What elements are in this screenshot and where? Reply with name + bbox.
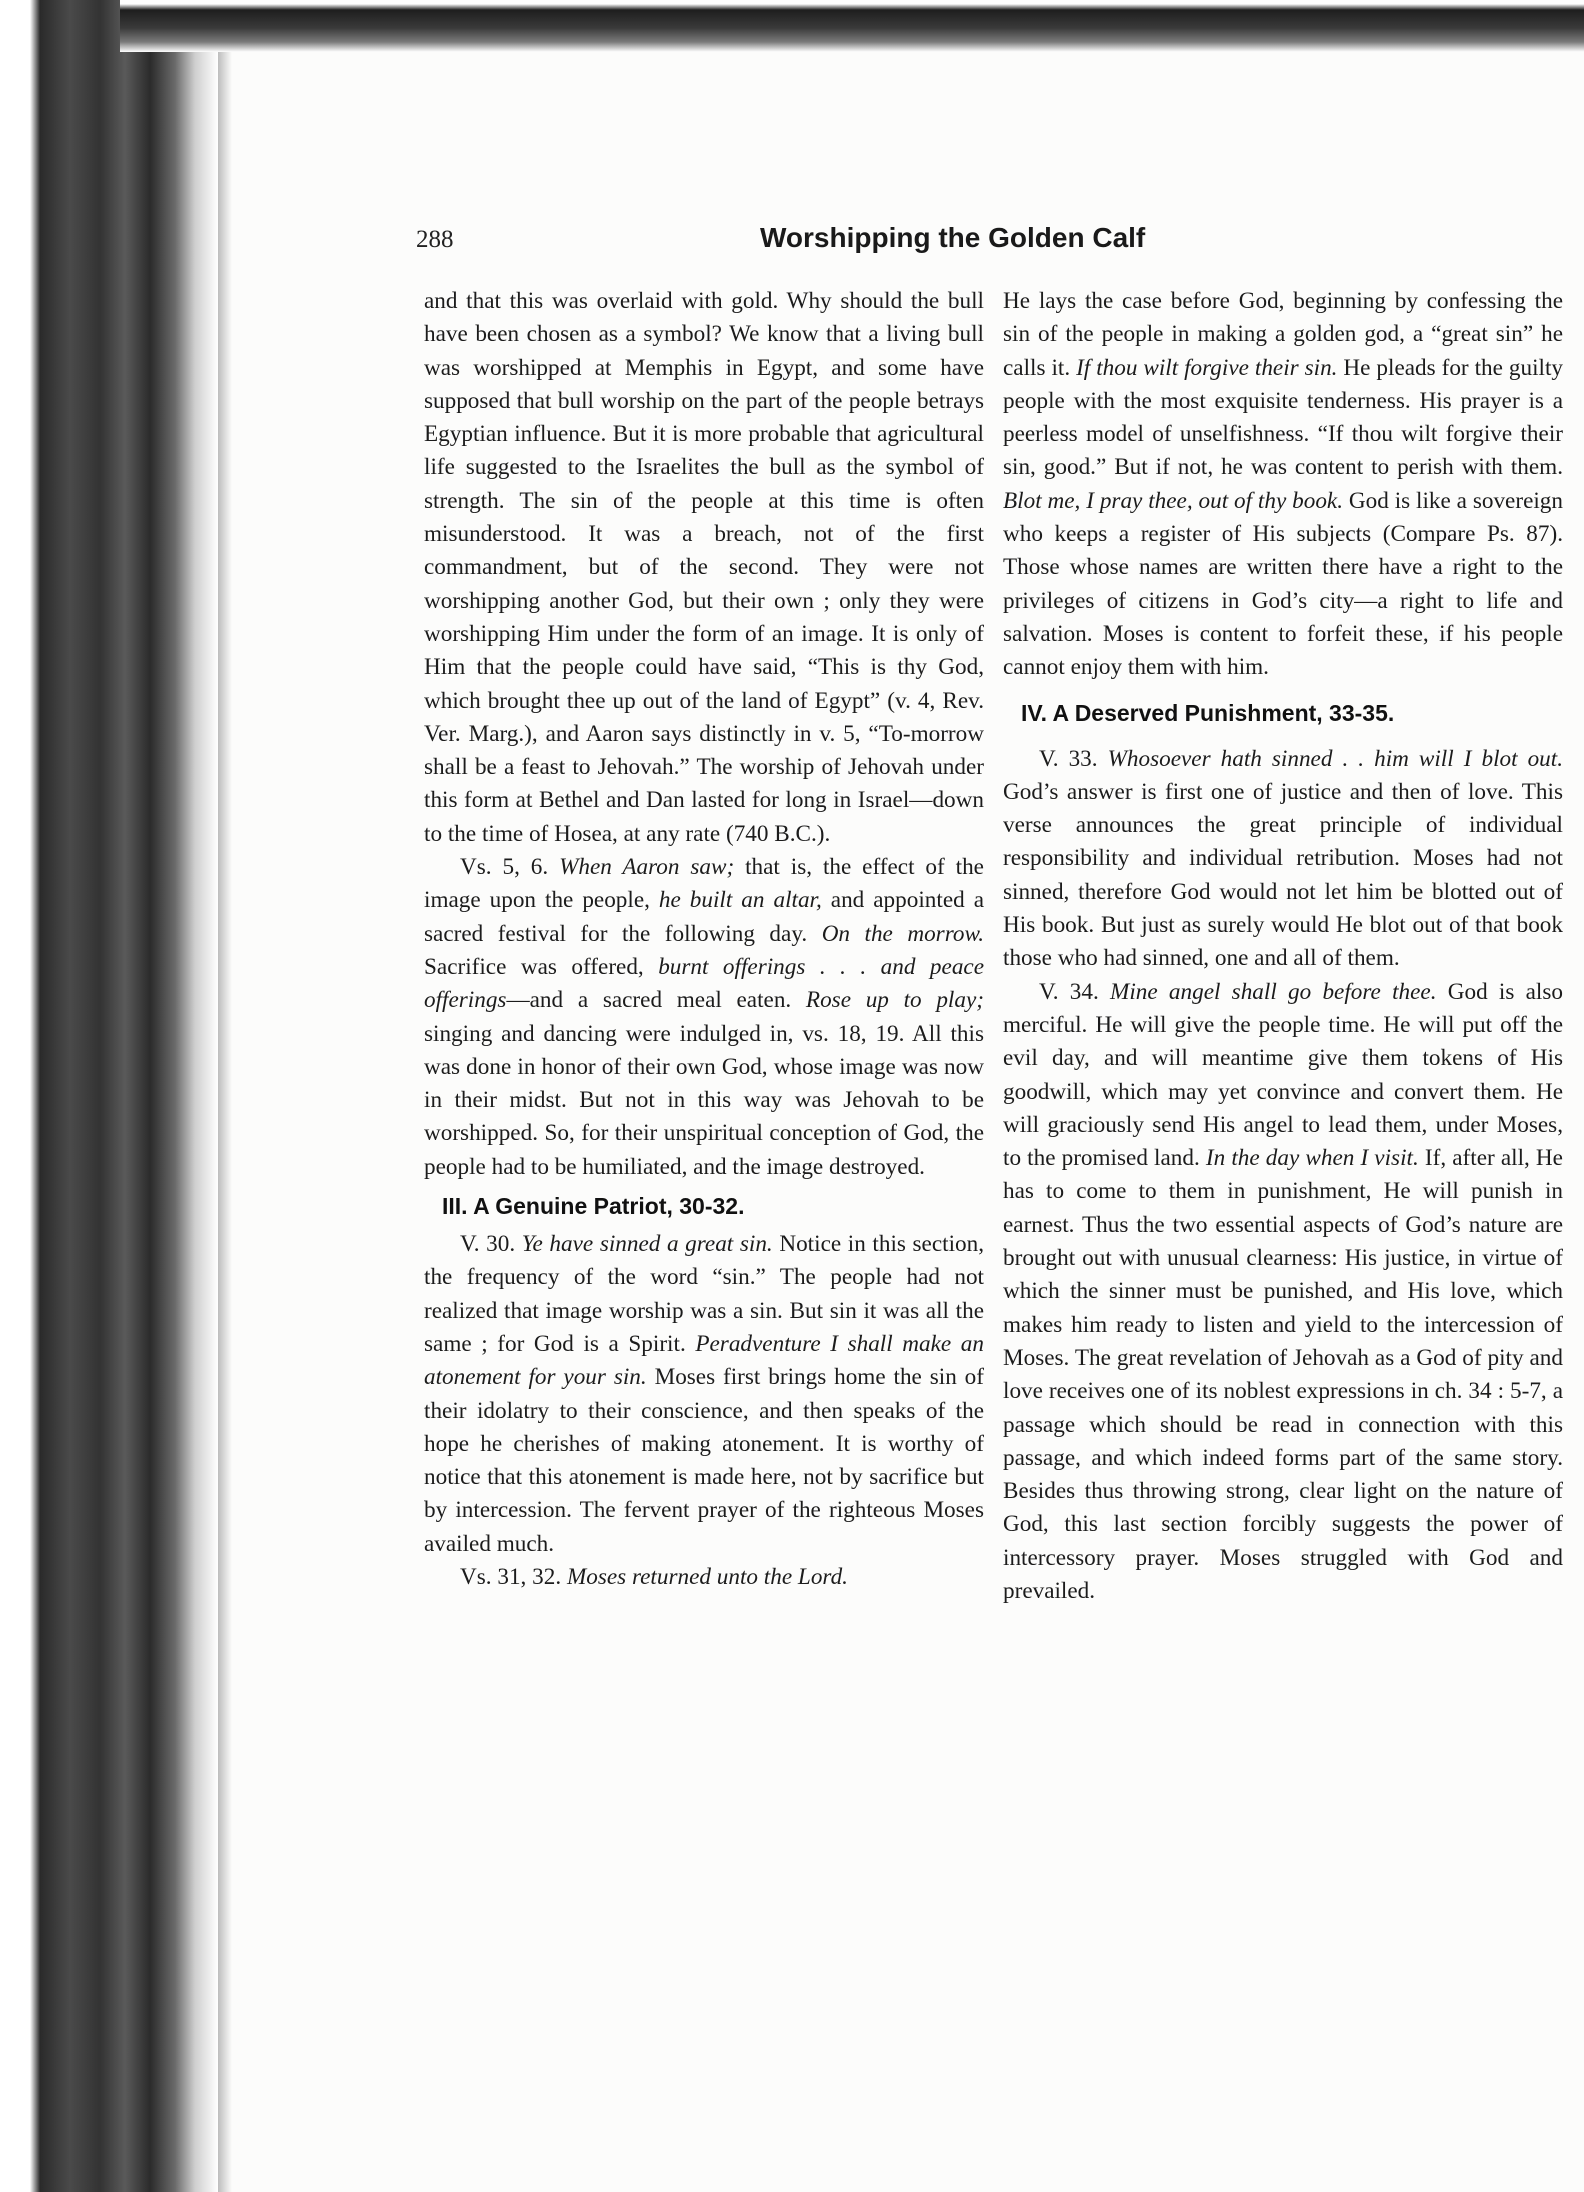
left-column [424, 285, 984, 1594]
paragraph [1003, 743, 1563, 976]
quotation: Whosoever hath sinned . . him will I blot out. [1107, 745, 1563, 772]
section-heading: III. A Genuine Patriot, 30-32. [442, 1193, 745, 1220]
running-title: Worshipping the Golden Calf [760, 222, 1146, 253]
quotation: burnt offerings . . . and peace offerings [424, 953, 984, 1014]
text-run: Moses first brings home the sin of their idolatry to their conscience, and then speaks of the hope he cherishes of making atonement. It is worthy of notice that this atonement is made here, not by sacrifice but by intercession. The fervent prayer of the righteous Moses availed much. [424, 1364, 984, 1557]
paragraph: and that this was overlaid with gold. Why should the bull have been chosen as a symbol? We know that a living bull was worshipped at Memphis in Egypt, and some have supposed that bull worship on the part of the people betrays Egyptian influence. But it is more probable that agricultural life suggested to the Israelites the bull as the symbol of strength. The sin of the people at this time is often misunderstood. It was a breach, not of the first commandment, but of the second. They were not worshipping another God, but their own ; only they were worshipping Him under the form of an image. It is only of Him that the people could have said, “This is thy God, which brought thee up out of the land of Egypt” (v. 4, Rev. Ver. Marg.), and Aaron says distinctly in v. 5, “To-morrow shall be a feast to Jehovah.” The worship of Jehovah under this form at Bethel and Dan lasted for long in Israel—down to the time of Hosea, at any rate (740 B.C.). [424, 288, 984, 847]
page-gutter-shadow [218, 52, 232, 2192]
text-run: Sacrifice was offered, [424, 953, 659, 980]
text-run: —and a sacred meal eaten. [506, 987, 806, 1014]
quotation: In the day when I visit. [1205, 1145, 1419, 1172]
paragraph [424, 851, 984, 1184]
text-run: God’s answer is first one of justice and then of love. This verse announces the great principle of individual responsibility and individual retribution. Moses had not sinned, therefore God would not let him be blotted out of His book. But just as surely would He blot out of that book those who had sinned, one and all of them. [1003, 778, 1563, 972]
paragraph [1003, 285, 1563, 685]
verse-ref: V. 34. [1039, 978, 1111, 1005]
right-column [1003, 285, 1563, 1608]
book-edge-top [120, 0, 1584, 52]
verse-ref: Vs. 31, 32. [460, 1563, 567, 1590]
text-run: God is like a sovereign who keeps a register of His subjects (Compare Ps. 87). Those whose names are written there have a right to the privileges of citizens in God’s city—a right to life and salvation. Moses is content to forfeit these, if his people cannot enjoy them with him. [1003, 487, 1563, 681]
text-run: that is, the effect of the image upon the people, [424, 854, 984, 914]
quotation: On the morrow. [821, 920, 984, 947]
text-run: and appointed a sacred festival for the following day. [424, 887, 984, 947]
quotation: he built an altar, [658, 887, 822, 914]
verse-ref: Vs. 5, 6. [460, 854, 560, 881]
quotation: Blot me, I pray thee, out of thy book. [1003, 487, 1343, 514]
text-run: If, after all, He has to come to them in punishment, He will punish in earnest. Thus the two essential aspects of God’s nature are brought out with unusual clearness: His justice, in virtue of which the sinner must be punished, and His love, which makes him ready to listen and yield to the intercession of Moses. The great revelation of Jehovah as a God of pity and love receives one of its noblest expressions in ch. 34 : 5-7, a passage which should be read in connection with this passage, and which indeed forms part of the same story. Besides thus throwing strong, clear light on the nature of God, this last section forcibly suggests the power of intercessory prayer. Moses struggled with God and prevailed. [1003, 1145, 1563, 1604]
page-header [400, 222, 1210, 262]
quotation: When Aaron saw; [559, 854, 735, 881]
quotation: Mine angel shall go before thee. [1110, 978, 1437, 1005]
text-run: He pleads for the guilty people with the most exquisite tenderness. His prayer is a peerless model of unselfishness. “If thou wilt forgive their sin, good.” But if not, he was content to perish with them. [1003, 354, 1563, 481]
page-number: 288 [416, 226, 454, 253]
verse-ref: V. 30. [460, 1231, 522, 1258]
quotation: Peradventure I shall make an atonement for your sin. [424, 1330, 984, 1391]
text-run: singing and dancing were indulged in, vs. 18, 19. All this was done in honor of their own God, whose image was now in their midst. But not in this way was Jehovah to be worshipped. So, for their unspiritual conception of God, the people had to be humiliated, and the image destroyed. [424, 1020, 984, 1180]
paragraph [424, 1228, 984, 1561]
quotation: Ye have sinned a great sin. [521, 1231, 773, 1258]
text-run: He lays the case before God, beginning by confessing the sin of the people in making a golden god, a “great sin” he calls it. [1003, 288, 1563, 381]
text-run: Notice in this section, the frequency of the word “sin.” The people had not realized that image worship was a sin. But sin it was all the same ; for God is a Spirit. [424, 1231, 984, 1357]
paragraph [1003, 976, 1563, 1609]
quotation: Rose up to play; [805, 987, 984, 1014]
verse-ref: V. 33. [1039, 745, 1108, 772]
section-heading: IV. A Deserved Punishment, 33-35. [1021, 699, 1395, 726]
quotation: Moses returned unto the Lord. [566, 1563, 848, 1590]
text-run: God is also merciful. He will give the people time. He will put off the evil day, and will meantime give them tokens of His goodwill, which may yet convince and convert them. He will graciously send His angel to lead them, under Moses, to the promised land. [1003, 978, 1563, 1172]
book-edge-left [0, 0, 218, 2192]
paragraph [424, 1561, 984, 1594]
quotation: If thou wilt forgive their sin. [1076, 354, 1338, 381]
